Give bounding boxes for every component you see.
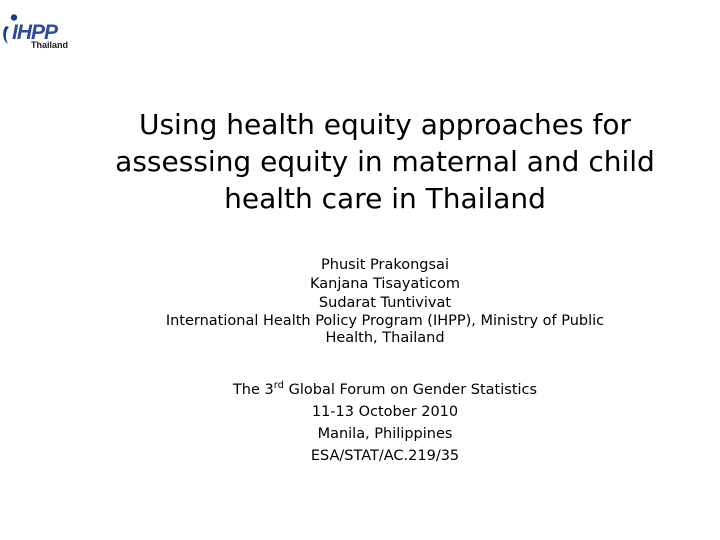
document-code: ESA/STAT/AC.219/35 — [310, 448, 460, 464]
affiliation-line: Health, Thailand — [325, 330, 445, 346]
title-line: assessing equity in maternal and child — [115, 145, 655, 178]
event-name-prefix: The 3 — [232, 382, 274, 398]
event-name — [100, 379, 670, 401]
event-ordinal-suffix: rd — [273, 380, 285, 391]
event-dates: 11-13 October 2010 — [311, 404, 459, 420]
logo-country: Thailand — [31, 40, 69, 50]
author-name: Kanjana Tisayaticom — [310, 276, 460, 292]
author-name: Phusit Prakongsai — [321, 257, 449, 273]
author-name: Sudarat Tuntivivat — [318, 295, 452, 311]
slide-title — [100, 106, 670, 217]
logo-wordmark: IHPP — [12, 21, 58, 44]
event-name-suffix: Global Forum on Gender Statistics — [284, 382, 538, 398]
ihpp-logo — [0, 14, 80, 54]
author-block — [100, 256, 670, 347]
title-line: Using health equity approaches for — [138, 108, 632, 141]
event-location: Manila, Philippines — [317, 426, 453, 442]
affiliation-line: International Health Policy Program (IHPP), Ministry of Public — [165, 313, 605, 329]
title-line: health care in Thailand — [224, 182, 546, 215]
event-block — [100, 379, 670, 467]
